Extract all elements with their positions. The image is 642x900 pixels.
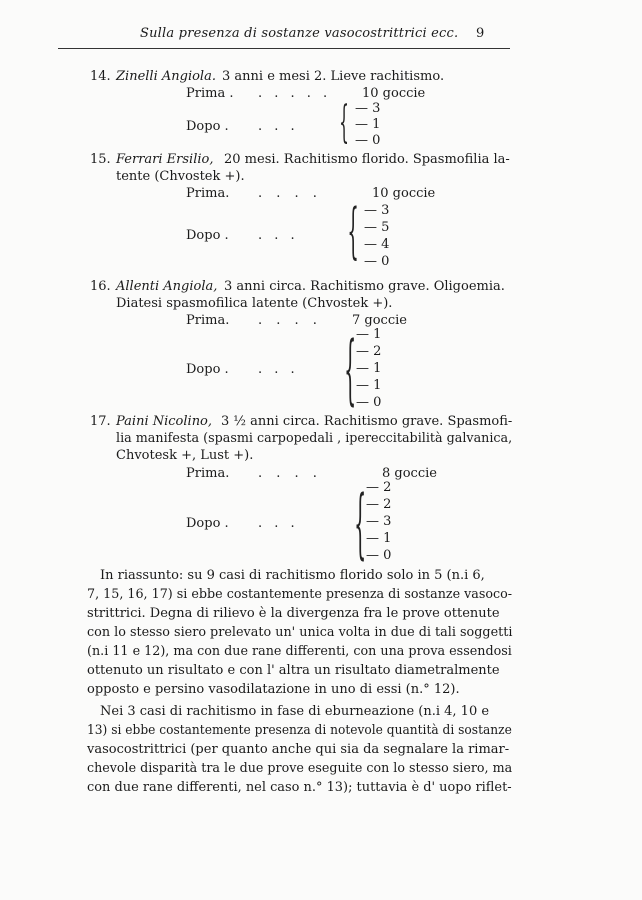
brace-icon: {: [354, 478, 367, 567]
dopo-dots: . . .: [258, 119, 299, 134]
prima-label: Prima.: [186, 466, 230, 481]
paragraph-line: ottenuto un risultato e con l' altra un risultato diametralmente: [87, 663, 500, 678]
dopo-value: — 1: [356, 361, 382, 376]
case-name: Paini Nicolino,: [116, 414, 213, 429]
case-description: 3 ½ anni circa. Rachitismo grave. Spasmofi-: [221, 414, 513, 429]
dopo-value: — 1: [356, 327, 382, 342]
paragraph-line: In riassunto: su 9 casi di rachitismo florido solo in 5 (n.i 6,: [100, 568, 485, 583]
dopo-value: — 2: [366, 480, 392, 495]
header-rule: [58, 48, 510, 49]
dopo-value: — 1: [355, 117, 381, 132]
dopo-value: — 2: [366, 497, 392, 512]
paragraph-line: vasocostrittrici (per quanto anche qui sia da segnalare la rimar-: [87, 742, 510, 757]
case-description: lia manifesta (spasmi carpopedali , ipereccitabilità galvanica,: [116, 431, 513, 446]
brace-icon: {: [339, 97, 349, 148]
case-number: 15.: [90, 152, 111, 167]
paragraph-line: opposto e persino vasodilatazione in uno di essi (n.° 12).: [87, 682, 460, 697]
paragraph-line: Nei 3 casi di rachitismo in fase di eburneazione (n.i 4, 10 e: [100, 704, 490, 719]
case-number: 16.: [90, 279, 111, 294]
case-name: Zinelli Angiola.: [116, 69, 216, 84]
prima-value: 7 goccie: [352, 313, 407, 328]
paragraph-line: con lo stesso siero prelevato un' unica volta in due di tali soggetti: [87, 625, 513, 640]
case-description: Chvotesk +, Lust +).: [116, 448, 254, 463]
brace-icon: {: [344, 324, 357, 413]
dopo-value: — 1: [366, 531, 392, 546]
page-number: 9: [476, 26, 485, 41]
dopo-dots: . . .: [258, 228, 299, 243]
prima-label: Prima.: [186, 313, 230, 328]
paragraph-line: strittrici. Degna di rilievo è la divergenza fra le prove ottenute: [87, 606, 500, 621]
dopo-value: — 1: [356, 378, 382, 393]
prima-label: Prima .: [186, 86, 234, 101]
paragraph-line: (n.i 11 e 12), ma con due rane differenti, con una prova essendosi: [87, 644, 512, 659]
brace-icon: {: [347, 196, 359, 266]
case-number: 17.: [90, 414, 111, 429]
dopo-value: — 2: [356, 344, 382, 359]
dopo-label: Dopo .: [186, 119, 229, 134]
dopo-value: — 3: [366, 514, 392, 529]
prima-dots: . . . .: [258, 186, 322, 201]
prima-value: 10 goccie: [372, 186, 436, 201]
case-description: 3 anni e mesi 2. Lieve rachitismo.: [222, 69, 445, 84]
prima-dots: . . . . .: [258, 86, 332, 101]
paragraph-line: 7, 15, 16, 17) si ebbe costantemente presenza di sostanze vasoco-: [87, 587, 513, 602]
dopo-label: Dopo .: [186, 362, 229, 377]
case-description: Diatesi spasmofilica latente (Chvostek +).: [116, 296, 393, 311]
dopo-value: — 4: [364, 237, 390, 252]
case-description: 20 mesi. Rachitismo florido. Spasmofilia la-: [224, 152, 510, 167]
dopo-value: — 0: [364, 254, 390, 269]
dopo-value: — 0: [355, 133, 381, 148]
paragraph-line: chevole disparità tra le due prove eseguite con lo stesso siero, ma: [87, 761, 513, 776]
dopo-dots: . . .: [258, 362, 299, 377]
prima-value: 8 goccie: [382, 466, 437, 481]
dopo-value: — 5: [364, 220, 390, 235]
case-name: Ferrari Ersilio,: [116, 152, 214, 167]
dopo-value: — 3: [364, 203, 390, 218]
prima-dots: . . . .: [258, 466, 322, 481]
dopo-dots: . . .: [258, 516, 299, 531]
dopo-value: — 3: [355, 101, 381, 116]
dopo-label: Dopo .: [186, 516, 229, 531]
prima-label: Prima.: [186, 186, 230, 201]
dopo-label: Dopo .: [186, 228, 229, 243]
paragraph-line: 13) si ebbe costantemente presenza di notevole quantità di sostanze: [87, 723, 512, 738]
paragraph-line: con due rane differenti, nel caso n.° 13); tuttavia è d' uopo riflet-: [87, 780, 512, 795]
case-description: 3 anni circa. Rachitismo grave. Oligoemia.: [224, 279, 505, 294]
case-description: tente (Chvostek +).: [116, 169, 245, 184]
dopo-value: — 0: [366, 548, 392, 563]
dopo-value: — 0: [356, 395, 382, 410]
running-header-title: Sulla presenza di sostanze vasocostrittrici ecc.: [140, 26, 459, 41]
case-number: 14.: [90, 69, 111, 84]
prima-value: 10 goccie: [362, 86, 426, 101]
prima-dots: . . . .: [258, 313, 322, 328]
case-name: Allenti Angiola,: [116, 279, 218, 294]
